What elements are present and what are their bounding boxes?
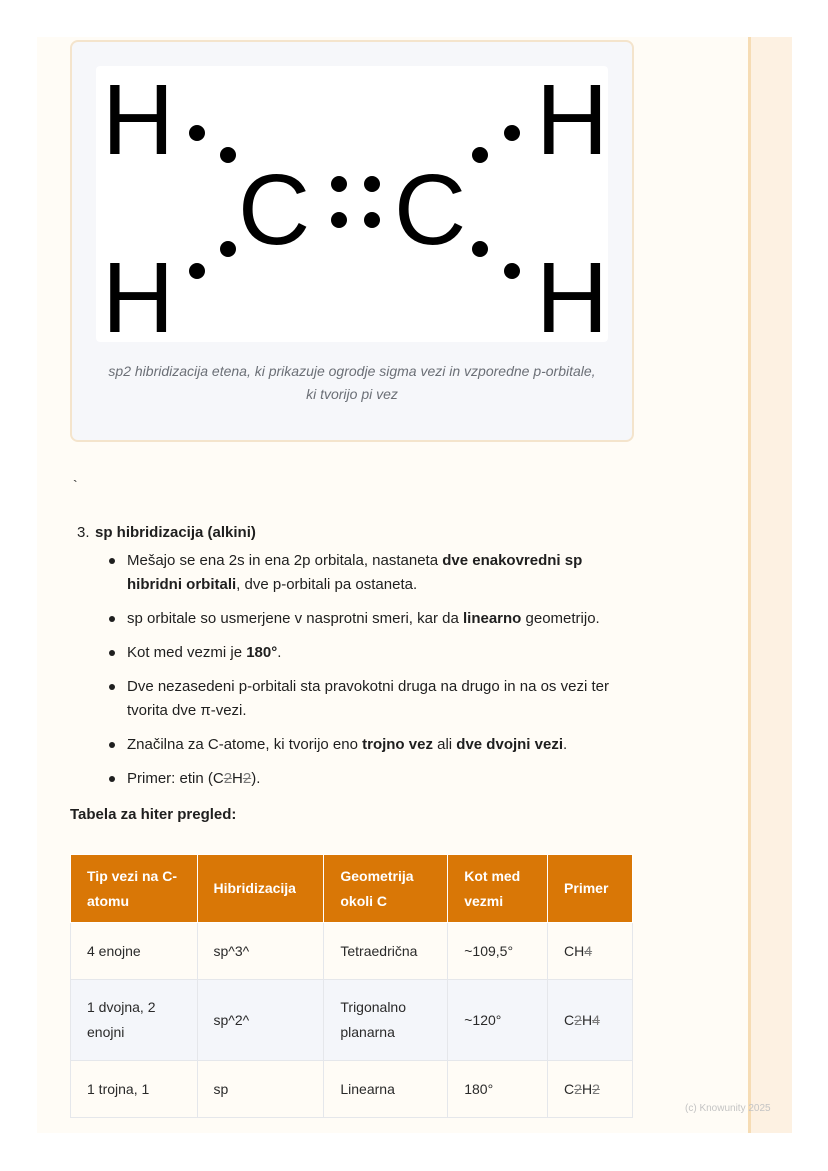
hybridization-table: [70, 854, 633, 1118]
cell-hybridization: sp: [197, 1061, 324, 1118]
cell-bond-type: 4 enojne: [71, 923, 198, 980]
cell-example: CH4: [548, 923, 633, 980]
electron-dot: [472, 241, 488, 257]
cell-geometry: Linearna: [324, 1061, 448, 1118]
electron-dot: [364, 176, 380, 192]
figure-card: [70, 40, 634, 442]
watermark: (c) Knowunity 2025: [685, 1103, 771, 1114]
list-item: sp orbitale so usmerjene v nasprotni smeri, kar da linearno geometrijo.: [107, 607, 637, 631]
list-item: Dve nezasedeni p-orbitali sta pravokotni druga na drugo in na os vezi ter tvorita dve π-vezi.: [107, 675, 637, 723]
atom-h-bottom-left: H: [102, 242, 175, 342]
cell-hybridization: sp^2^: [197, 980, 324, 1061]
table-title: Tabela za hiter pregled:: [70, 806, 237, 823]
figure-caption: sp2 hibridizacija etena, ki prikazuje ogrodje sigma vezi in vzporedne p-orbitale, ki tvorijo pi vez: [108, 363, 596, 402]
document-page: [37, 37, 792, 1133]
electron-dot: [364, 212, 380, 228]
electron-dot: [472, 147, 488, 163]
cell-angle: 180°: [448, 1061, 548, 1118]
cell-hybridization: sp^3^: [197, 923, 324, 980]
electron-dot: [504, 125, 520, 141]
page-side-bar: [748, 37, 792, 1133]
table-row: [71, 1061, 633, 1118]
cell-bond-type: 1 dvojna, 2 enojni: [71, 980, 198, 1061]
cell-angle: ~109,5°: [448, 923, 548, 980]
column-header: Hibridizacija: [197, 855, 324, 923]
electron-dot: [331, 212, 347, 228]
electron-dot: [189, 263, 205, 279]
lewis-structure-image: [96, 66, 608, 342]
atom-c-left: C: [238, 154, 311, 266]
cell-example: C2H2: [548, 1061, 633, 1118]
cell-geometry: Trigonalno planarna: [324, 980, 448, 1061]
column-header: Primer: [548, 855, 633, 923]
cell-geometry: Tetraedrična: [324, 923, 448, 980]
column-header: Geometrija okoli C: [324, 855, 448, 923]
atom-h-top-left: H: [102, 66, 175, 176]
cell-bond-type: 1 trojna, 1: [71, 1061, 198, 1118]
cell-angle: ~120°: [448, 980, 548, 1061]
section-number: 3.: [77, 524, 90, 541]
table-row: [71, 980, 633, 1061]
table-row: [71, 923, 633, 980]
electron-dot: [331, 176, 347, 192]
list-item: Primer: etin (C2H2).: [107, 767, 637, 791]
list-item: Značilna za C-atome, ki tvorijo eno trojno vez ali dve dvojni vezi.: [107, 733, 637, 757]
electron-dot: [220, 147, 236, 163]
atom-c-right: C: [394, 154, 467, 266]
column-header: Tip vezi na C-atomu: [71, 855, 198, 923]
ethene-lewis-diagram: [96, 66, 608, 342]
cell-example: C2H4: [548, 980, 633, 1061]
stray-mark: `: [73, 477, 78, 493]
electron-dot: [189, 125, 205, 141]
electron-dot: [220, 241, 236, 257]
list-item: Kot med vezmi je 180°.: [107, 641, 637, 665]
section-title: sp hibridizacija (alkini): [95, 524, 256, 541]
atom-h-bottom-right: H: [536, 242, 608, 342]
atom-h-top-right: H: [536, 66, 608, 176]
column-header: Kot med vezmi: [448, 855, 548, 923]
section-heading: [77, 521, 637, 545]
electron-dot: [504, 263, 520, 279]
list-item: Mešajo se ena 2s in ena 2p orbitala, nastaneta dve enakovredni sp hibridni orbitali, dve p-orbitali pa ostaneta.: [107, 549, 637, 597]
bullet-list: [77, 549, 637, 791]
table-header-row: [71, 855, 633, 923]
sp-hybridization-section: [77, 521, 637, 801]
